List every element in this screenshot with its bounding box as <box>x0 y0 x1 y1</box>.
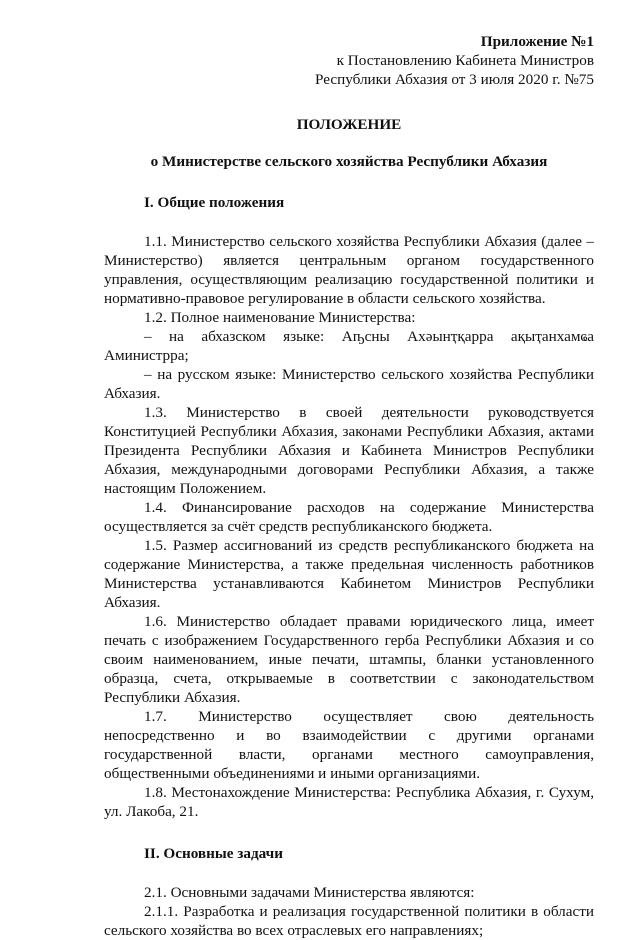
paragraph-1-2: 1.2. Полное наименование Министерства: <box>144 309 416 326</box>
appendix-line-2: Республики Абхазия от 3 июля 2020 г. №75 <box>314 71 594 88</box>
paragraph-1-2-russian: – на русском языке: Министерство сельского хозяйства Республики Абхазия. <box>104 366 594 402</box>
section-2-body <box>104 883 594 940</box>
paragraph-1-8: 1.8. Местонахождение Министерства: Республика Абхазия, г. Сухум, ул. Лакоба, 21. <box>104 784 594 820</box>
paragraph-1-7: 1.7. Министерство осуществляет свою деятельность непосредственно и во взаимодействии с другими органами государственной власти, органами местного самоуправления, общественными объединениями и иными организациями. <box>104 708 594 782</box>
appendix-header <box>104 32 594 89</box>
appendix-line-1: к Постановлению Кабинета Министров <box>336 52 594 69</box>
paragraph-1-2-abkhaz: – на абхазском языке: Аҧсны Ахәынҭқарра ақыҭанхамҩа Аминистрра; <box>104 328 594 364</box>
paragraph-2-1: 2.1. Основными задачами Министерства являются: <box>144 884 475 901</box>
appendix-label: Приложение №1 <box>480 33 594 50</box>
document-subtitle: о Министерстве сельского хозяйства Республики Абхазия <box>150 153 548 170</box>
paragraph-1-5: 1.5. Размер ассигнований из средств республиканского бюджета на содержание Министерства, а также предельная численность работников Министерства устанавливаются Кабинетом Министров Республики Абхазия. <box>104 537 594 611</box>
section-2-heading: II. Основные задачи <box>144 845 283 862</box>
section-1-body <box>104 232 594 821</box>
paragraph-1-3: 1.3. Министерство в своей деятельности руководствуется Конституцией Республики Абхазия, законами Республики Абхазия, актами Президента Республики Абхазия и Кабинета Министров Республики Абхазия, международными договорами Республики Абхазия, а также настоящим Положением. <box>104 404 594 497</box>
paragraph-2-1-1: 2.1.1. Разработка и реализация государственной политики в области сельского хозяйства во всех отраслевых его направлениях; <box>104 903 594 939</box>
section-1-heading: I. Общие положения <box>144 194 285 211</box>
paragraph-1-4: 1.4. Финансирование расходов на содержание Министерства осуществляется за счёт средств республиканского бюджета. <box>104 499 594 535</box>
document-title: ПОЛОЖЕНИЕ <box>296 116 402 133</box>
paragraph-1-1: 1.1. Министерство сельского хозяйства Республики Абхазия (далее – Министерство) является центральным органом государственного управления, осуществляющим реализацию государственной политики и нормативно-правовое регулирование в области сельского хозяйства. <box>104 233 594 307</box>
paragraph-1-6: 1.6. Министерство обладает правами юридического лица, имеет печать с изображением Государственного герба Республики Абхазия и со своим наименованием, иные печати, штампы, бланки установленного образца, счета, открываемые в соответствии с законодательством Республики Абхазия. <box>104 613 594 706</box>
